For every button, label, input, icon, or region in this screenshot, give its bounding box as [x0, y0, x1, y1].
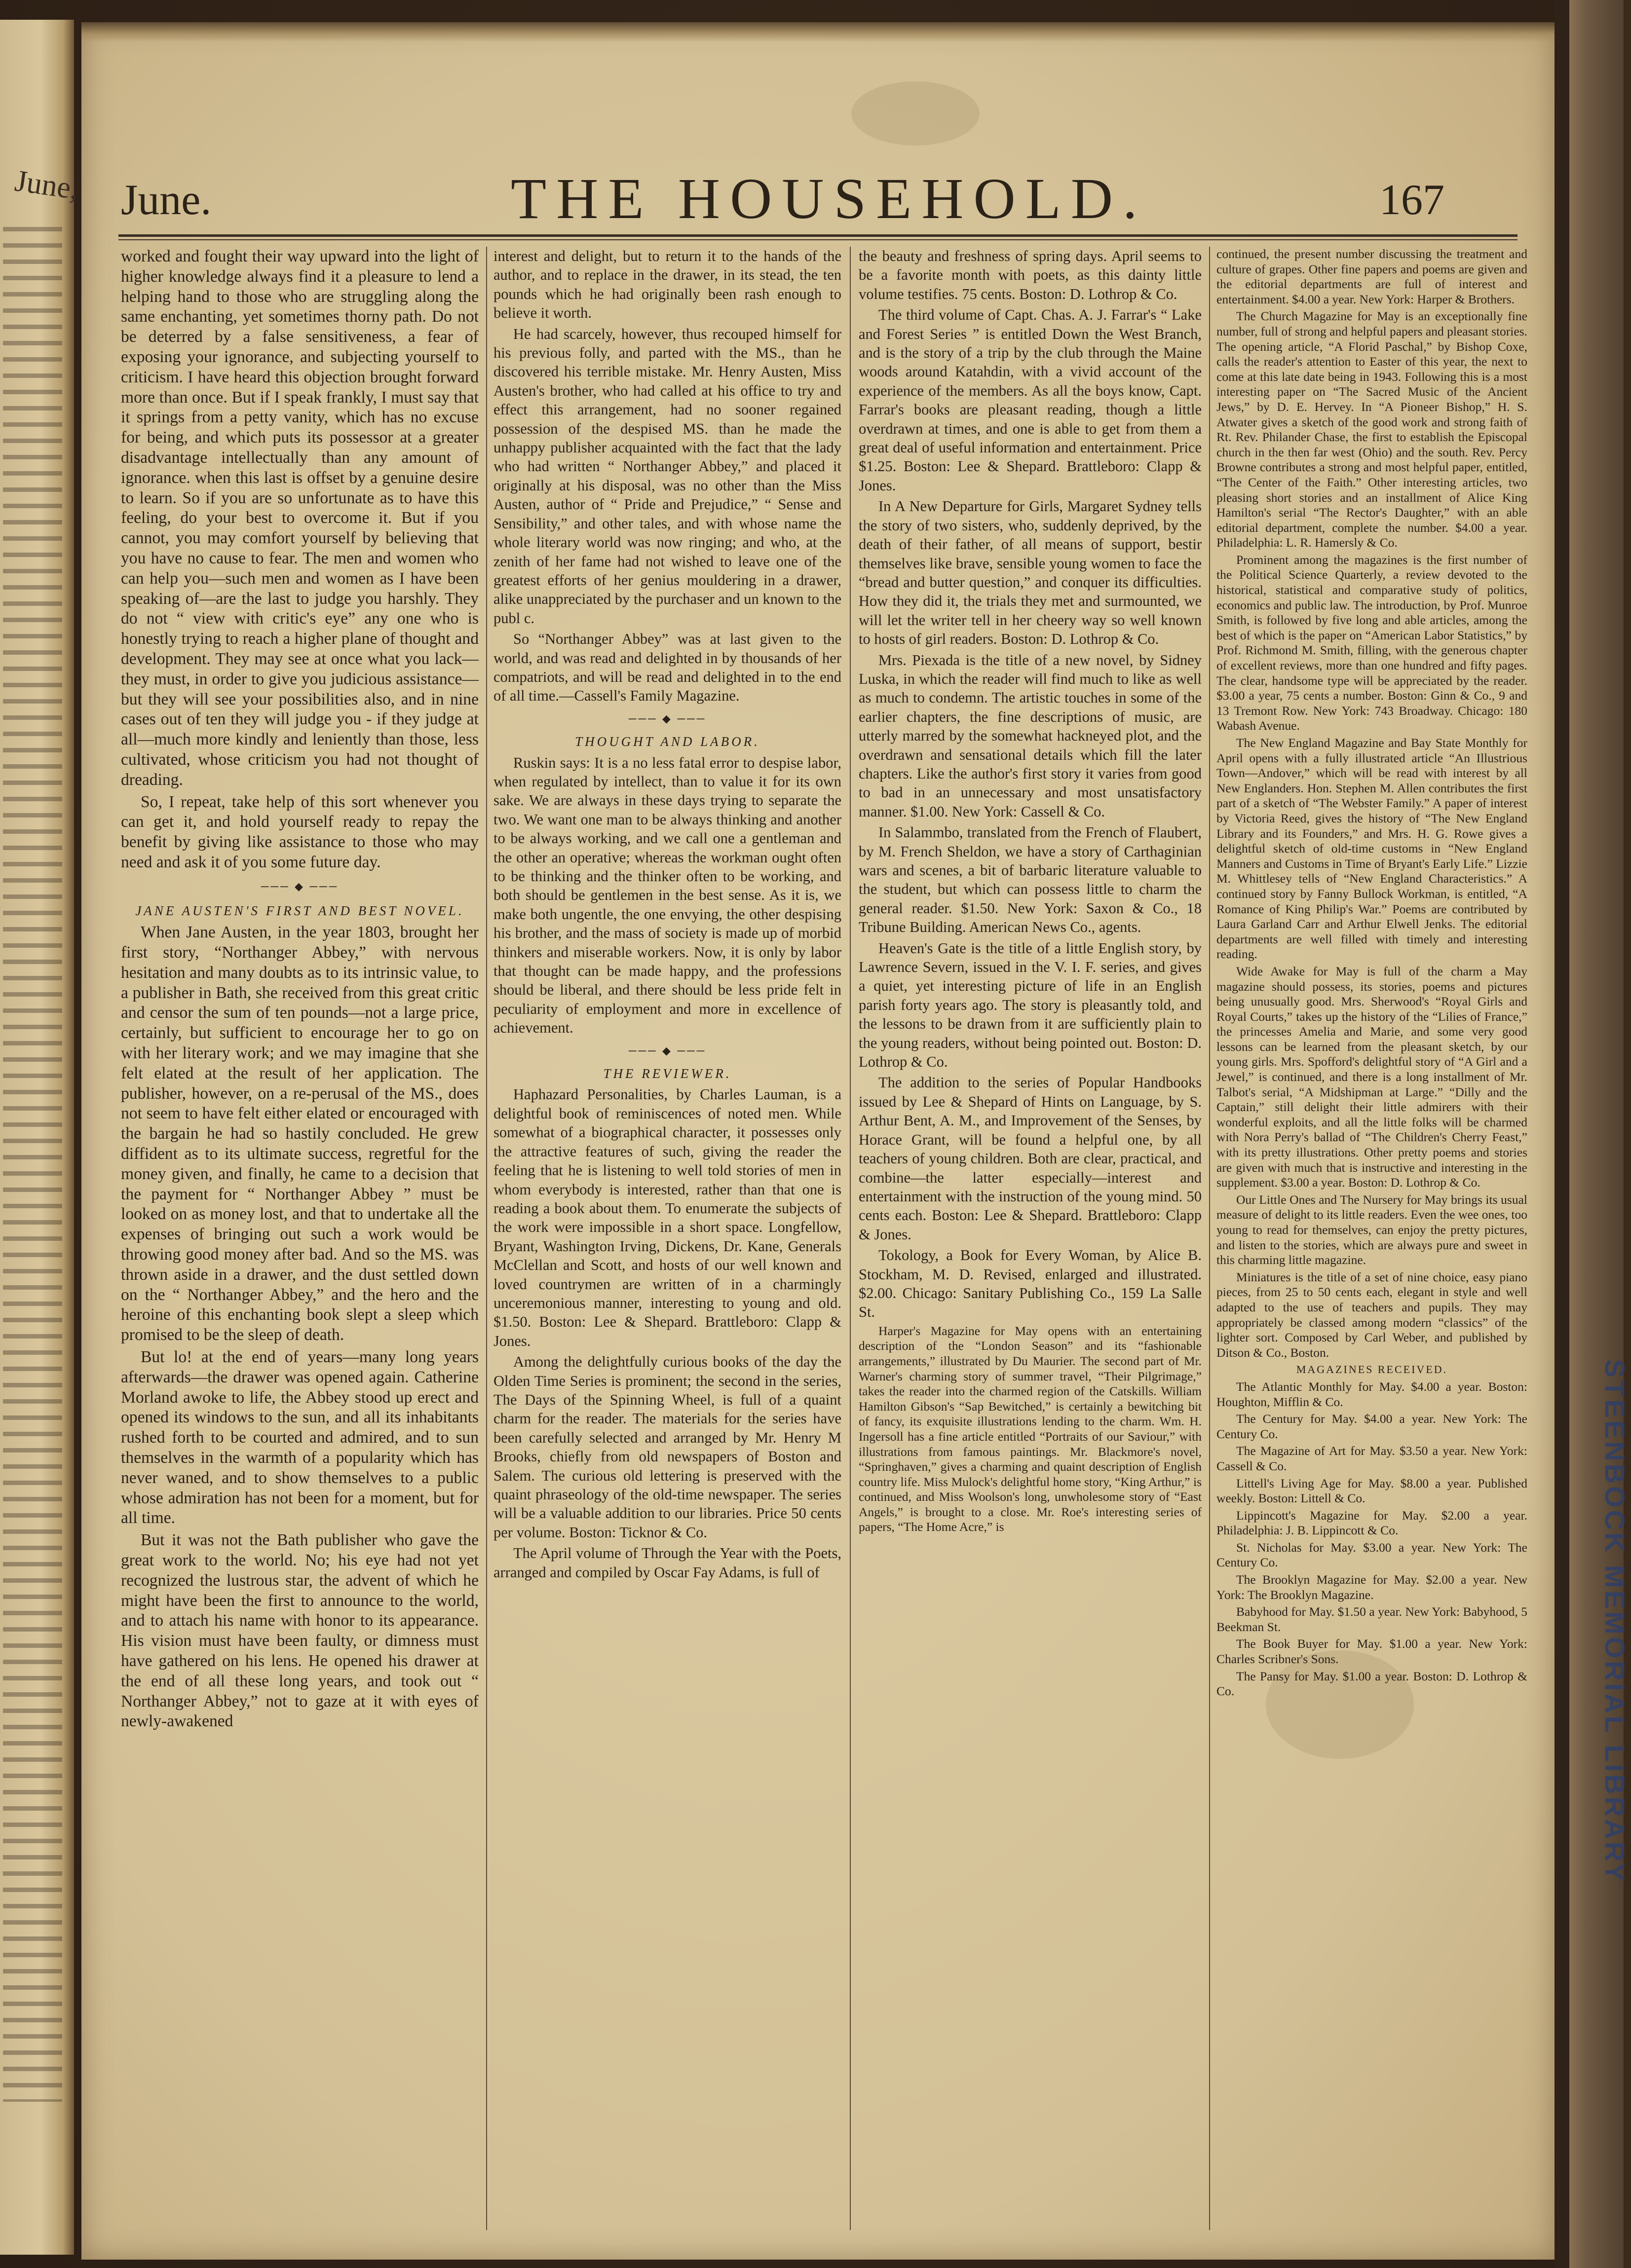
paragraph: Wide Awake for May is full of the charm a May magazine should possess, its stories, poems and pictures being unusually good. Mrs. Sherwood's “Royal Girls and Royal Courts,” takes up the history of the “Lilies of France,” the princesses Amelia and Marie, and some very good lessons can be learned from the pleasant sketch, by our young girls. Mrs. Spofford's delightful story of “A Girl and a Jewel,” is continued, and there is a long installment of Mr. Talbot's serial, “A Midshipman at Large.” “Dilly and the Captain,” still delight their little admirers with their wonderful exploits, and all the little folks will be charmed with Nora Perry's ballad of “The Children's Cherry Feast,” with its pretty illustrations. Other pretty poems and stories are given with much that is instructive and interesting in the supplement. $3.00 a year. Boston: D. Lothrop & Co.	[1216, 964, 1527, 1190]
magazine-listing: The Century for May. $4.00 a year. New York: The Century Co.	[1216, 1412, 1527, 1441]
magazine-listing: The Atlantic Monthly for May. $4.00 a year. Boston: Houghton, Mifflin & Co.	[1216, 1379, 1527, 1409]
magazine-listing: Littell's Living Age for May. $8.00 a year. Published weekly. Boston: Littell & Co.	[1216, 1476, 1527, 1506]
section-ornament: ─── ◆ ───	[628, 712, 707, 725]
magazine-listing: The Pansy for May. $1.00 a year. Boston: D. Lothrop & Co.	[1216, 1669, 1527, 1699]
paragraph: interest and delight, but to return it to the hands of the author, and to replace in the drawer, in its stead, the ten pounds which he had originally been rash enough to believe it worth.	[493, 248, 841, 322]
paragraph: But lo! at the end of years—many long years afterwards—the drawer was opened again. Catherine Morland awoke to life, the Abbey stood up erect and opened its windows to the sun, and all its inhabitants rushed forth to be courted and admired, and to sun themselves in the warmth of a popularity which has never waned, and to show themselves to a public whose admiration has not been for a moment, but for all time.	[121, 1348, 479, 1527]
page-gutter-shadow	[1555, 0, 1569, 2268]
paragraph: continued, the present number discussing the treatment and culture of grapes. Other fine papers and poems are given and the editorial departments are full of interest and entertainment. $4.00 a year. New York: Harper & Brothers.	[1216, 247, 1527, 306]
library-stamp: STEENBOCK MEMORIAL LIBRARY	[1599, 1359, 1631, 1884]
paragraph: In Salammbo, translated from the French of Flaubert, by M. French Sheldon, we have a story of Carthaginian wars and scenes, a bit of barbaric literature valuable to the student, but which can possess little to charm the general reader. $1.50. New York: Saxon & Co., 18 Tribune Building. American News Co., agents.	[859, 824, 1202, 936]
magazine-listing: St. Nicholas for May. $3.00 a year. New York: The Century Co.	[1216, 1540, 1527, 1570]
paragraph: The addition to the series of Popular Handbooks issued by Lee & Shepard of Hints on Language, by S. Arthur Bent, A. M., and Improvement of the Senses, by Horace Grant, will be found a helpful one, by all teachers of young children. Both are clear, practical, and combine—the latter especially—interest and entertainment with the instruction of the young mind. 50 cents each. Boston: Lee & Shepard. Brattleboro: Clapp & Jones.	[859, 1074, 1202, 1243]
paragraph: When Jane Austen, in the year 1803, brought her first story, “Northanger Abbey,” with nervous hesitation and many doubts as to its intrinsic value, to a publisher in Bath, she received from this great critic and censor the sum of ten pounds—not a large price, certainly, but sufficient to encourage her to go on with her literary work; and we may imagine that she felt elated at the result of her application. The publisher, however, on a re-perusal of the MS., does not seem to have felt either elated or encouraged with the bargain he had so hastily concluded. He grew diffident as to its ultimate success, regretful for the money given, and finally, he came to a decision that the payment for “ Northanger Abbey ” must be looked on as money lost, and that to undertake all the expenses of bringing out such a work would be throwing good money after bad. And so the MS. was thrown aside in a drawer, and the dust settled down on the “ Northanger Abbey,” and the hero and the heroine of this enchanting book slept a sleep which promised to be the sleep of death.	[121, 923, 479, 1344]
header-month: June.	[121, 176, 212, 224]
paragraph: The third volume of Capt. Chas. A. J. Farrar's “ Lake and Forest Series ” is entitled Down the West Branch, and is the story of a trip by the club through the Maine woods around Katahdin, with a vivid account of the experience of the members. As all the boys know, Capt. Farrar's books are pleasant reading, though a little overdrawn at times, and one is able to get from them a great deal of useful information and entertainment. Price $1.25. Boston: Lee & Shepard. Brattleboro: Clapp & Jones.	[859, 306, 1202, 494]
header-rule-thin	[118, 239, 1517, 240]
paragraph: The Church Magazine for May is an exceptionally fine number, full of strong and helpful papers and pleasant stories. The opening article, “A Florid Paschal,” by Bishop Coxe, calls the reader's attention to Easter of this year, the next to come at this late date being in 1943. Following this is a most interesting paper on “The Sacred Music of the Ancient Jews,” by D. E. Hervey. In “A Pioneer Bishop,” H. S. Atwater gives a sketch of the good work and strong faith of Rt. Rev. Philander Chase, the first to establish the Episcopal church in the then far west (Ohio) and the south. Rev. Percy Browne contributes a strong and most helpful paper, entitled, “The Center of the Faith.” Other interesting articles, two pleasing short stories and an installment of Alice King Hamilton's serial “The Rector's Daughter,” with an able editorial department, complete the number. $4.00 a year. Philadelphia: L. R. Hamersly & Co.	[1216, 309, 1527, 550]
adjacent-page-fragment	[0, 20, 81, 2255]
paragraph: In A New Departure for Girls, Margaret Sydney tells the story of two sisters, who, suddenly deprived, by the death of their father, of all means of support, bestir themselves like brave, sensible young women to face the “bread and butter question,” and conquer its difficulties. How they did it, the trials they met and surmounted, we will let the writer tell in her cheery way so well known to hosts of girl readers. Boston: D. Lothrop & Co.	[859, 498, 1202, 648]
paragraph: So “Northanger Abbey” was at last given to the world, and was read and delighted in by thousands of her compatriots, and will be read and delighted in to the end of all time.—Cassell's Family Magazine.	[493, 631, 841, 705]
page-number: 167	[1379, 176, 1444, 224]
paragraph: the beauty and freshness of spring days. April seems to be a favorite month with poets, as this dainty little volume testifies. 75 cents. Boston: D. Lothrop & Co.	[859, 248, 1202, 302]
column-divider	[486, 247, 487, 2230]
magazine-listing: The Magazine of Art for May. $3.50 a year. New York: Cassell & Co.	[1216, 1444, 1527, 1473]
adjacent-page-heading: June,	[12, 164, 81, 206]
article-heading: THOUGHT AND LABOR.	[575, 734, 760, 749]
magazine-listing: The Brooklyn Magazine for May. $2.00 a year. New York: The Brooklyn Magazine.	[1216, 1572, 1527, 1602]
section-ornament: ─── ◆ ───	[261, 880, 339, 892]
paragraph: He had scarcely, however, thus recouped himself for his previous folly, and parted with the MS., than he discovered his terrible mistake. Mr. Henry Austen, Miss Austen's brother, who had called at his office to try and effect this arrangement, had no sooner regained possession of the despised MS. than he made the unhappy publisher acquainted with the fact that the lady who had written “ Northanger Abbey,” and placed it originally at his disposal, was no other than the Miss Austen, author of “ Pride and Prejudice,” “ Sense and Sensibility,” and other tales, and with whose name the whole literary world was now ringing; and who, at the zenith of her fame had not wished to leave one of the greatest efforts of her genius mouldering in a drawer, alike unappreciated by the purchaser and un known to the publ c.	[493, 325, 841, 627]
page-top-edge	[81, 22, 1555, 42]
paragraph: Haphazard Personalities, by Charles Lauman, is a delightful book of reminiscences of noted men. While somewhat of a biographical character, it possesses only the attractive features of such, giving the reader the feeling that he is listening to well told stories of men in whom everybody is interested, rather than that one is reading a book about them. To enumerate the subjects of the work were impossible in a short space. Longfellow, Bryant, Washington Irving, Dickens, Dr. Kane, Generals McClellan and Scott, and hosts of our well known and loved countrymen are written of in a charmingly unceremonious manner, interesting to young and old. $1.50. Boston: Lee & Shepard. Brattleboro: Clapp & Jones.	[493, 1086, 841, 1349]
column-divider	[850, 247, 851, 2230]
masthead-title: THE HOUSEHOLD.	[511, 166, 1147, 231]
paragraph: The April volume of Through the Year with the Poets, arranged and compiled by Oscar Fay Adams, is full of	[493, 1545, 841, 1581]
paragraph: Mrs. Piexada is the title of a new novel, by Sidney Luska, in which the reader will find much to like as well as much to condemn. The artistic touches in some of the earlier chapters, the fine descriptions of music, are utterly marred by the somewhat hackneyed plot, and the overdrawn and sensational details which fill the later chapters. Like the author's first story it varies from good to bad in an unnecessary and most unsatisfactory manner. $1.00. New York: Cassell & Co.	[859, 651, 1202, 820]
magazine-listing: Babyhood for May. $1.50 a year. New York: Babyhood, 5 Beekman St.	[1216, 1604, 1527, 1634]
column-1	[121, 247, 479, 2245]
article-heading: THE REVIEWER.	[603, 1066, 732, 1081]
paragraph: The New England Magazine and Bay State Monthly for April opens with a fully illustrated article “An Illustrious Town—Andover,” which will be read with interest by all New Englanders. Hon. Stephen M. Allen contributes the first part of a sketch of “The Webster Family.” A paper of interest by Victoria Reed, gives the history of “The New England Library and its Founders,” and Mrs. H. G. Rowe gives a delightful sketch of old-time customs in “New England Manners and Customs in Time of Bryant's Early Life.” Lizzie M. Whittlesey tells of “New England Characteristics.” A continued story by Fanny Bullock Workman, is entitled, “A Romance of King Philip's War.” Poems are contributed by Laura Garland Carr and Arthur Elwell Jenks. The editorial departments are well filled with timely and interesting reading.	[1216, 736, 1527, 962]
adjacent-page-text-lines	[3, 227, 62, 2102]
header-rule	[118, 234, 1517, 237]
list-heading: MAGAZINES RECEIVED.	[1296, 1363, 1448, 1376]
column-divider	[1209, 247, 1210, 2230]
newspaper-page	[81, 22, 1555, 2260]
paragraph: But it was not the Bath publisher who gave the great work to the world. No; his eye had not yet recognized the lustrous star, the advent of which he might have been the first to announce to the world, and to attach his name with honor to its appearance. His vision must have been faulty, or dimness must have gathered on his lens. He opened his drawer at the end of all these long years, and took out “ Northanger Abbey,” not to gaze at it with eyes of newly-awakened	[121, 1531, 479, 1731]
paragraph: Heaven's Gate is the title of a little English story, by Lawrence Severn, issued in the V. I. F. series, and gives a quiet, yet interesting picture of life in an English parish forty years ago. The story is pleasantly told, and the lessons to be drawn from it are sufficiently plain to the young readers, without being pointed out. Boston: D. Lothrop & Co.	[859, 939, 1202, 1071]
paragraph: Ruskin says: It is a no less fatal error to despise labor, when regulated by intellect, than to value it for its own sake. We are always in these days trying to separate the two. We want one man to be always thinking and another to be always working, and we call one a gentleman and the other an operative; whereas the workman ought often to be thinking and the thinker often to be working, and both should be gentlemen in the best sense. As it is, we make both ungentle, the one envying, the other despising his brother, and the mass of society is made up of morbid thinkers and miserable workers. Now, it is only by labor that thought can be made happy, and the professions should be liberal, and there should be less pride felt in peculiarity of employment and more in excellence of achievement.	[493, 754, 841, 1037]
paper-stain	[851, 81, 980, 146]
paragraph: Miniatures is the title of a set of nine choice, easy piano pieces, from 25 to 50 cents each, elegant in style and well adapted to the use of teachers and pupils. They may appropriately be classed among modern “classics” of the lighter sort. Composed by Carl Weber, and published by Ditson & Co., Boston.	[1216, 1269, 1527, 1360]
paragraph: Tokology, a Book for Every Woman, by Alice B. Stockham, M. D. Revised, enlarged and illustrated. $2.00. Chicago: Sanitary Publishing Co., 159 La Salle St.	[859, 1247, 1202, 1321]
paragraph: So, I repeat, take help of this sort whenever you can get it, and hold yourself ready to repay the benefit by giving like assistance to those who may need and ask it of you some future day.	[121, 792, 479, 871]
paragraph: Prominent among the magazines is the first number of the Political Science Quarterly, a review devoted to the historical, statistical and comparative study of politics, economics and public law. The introduction, by Prof. Munroe Smith, is followed by five long and able articles, among the best of which is the paper on “American Labor Statistics,” by Prof. Richmond M. Smith, filling, with the generous chapter of excellent reviews, more than one hundred and fifty pages. The clear, handsome type will be appreciated by the reader. $3.00 a year, 75 cents a number. Boston: Ginn & Co., 9 and 13 Tremont Row. New York: 743 Broadway. Chicago: 180 Wabash Avenue.	[1216, 552, 1527, 733]
paragraph-small-type: Harper's Magazine for May opens with an entertaining description of the “London Season” and its “fashionable arrangements,” illustrated by Du Maurier. The second part of Mr. Warner's charming story of summer travel, “Their Pilgrimage,” takes the reader into the charmed region of the Catskills. William Hamilton Gibson's “Sap Bewitched,” is certainly a bewitching bit of fancy, its exquisite illustrations lending to the charm. Wm. H. Ingersoll has a fine article entitled “Portraits of our Saviour,” with illustrations from famous paintings. Mr. Blackmore's novel, “Springhaven,” gives a charming and quaint description of English country life. Miss Mulock's delightful home story, “King Arthur,” is continued, and Miss Woolson's long, unwholesome story of “East Angels,” is brought to a close. Mr. Roe's interesting series of papers, “The Home Acre,” is	[859, 1323, 1202, 1534]
magazine-listing: The Book Buyer for May. $1.00 a year. New York: Charles Scribner's Sons.	[1216, 1636, 1527, 1667]
magazine-listing: Lippincott's Magazine for May. $2.00 a year. Philadelphia: J. B. Lippincott & Co.	[1216, 1508, 1527, 1538]
column-2	[493, 247, 841, 2245]
article-heading: JANE AUSTEN'S FIRST AND BEST NOVEL.	[135, 903, 464, 918]
paragraph: Our Little Ones and The Nursery for May brings its usual measure of delight to its little readers. Even the wee ones, too young to read for themselves, can enjoy the pretty pictures, and listen to the stories, which are always pure and sweet in this charming little magazine.	[1216, 1192, 1527, 1267]
column-4	[1216, 247, 1527, 2245]
paragraph: Among the delightfully curious books of the day the Olden Time Series is prominent; the second in the series, The Days of the Spinning Wheel, is full of a quaint charm for the reader. The materials for the series have been carefully selected and arranged by Mr. Henry M Brooks, chiefly from old newspapers of Boston and Salem. The curious old lettering is preserved with the quaint phraseology of the old-time newspaper. The series will be a valuable addition to our libraries. Price 50 cents per volume. Boston: Ticknor & Co.	[493, 1353, 841, 1541]
column-3	[859, 247, 1202, 2245]
paragraph: worked and fought their way upward into the light of higher knowledge always find it a pleasure to lend a helping hand to those who are struggling along the same enchanting, yet sometimes thorny path. Do not be deterred by a false sensitiveness, a fear of exposing your ignorance, and subjecting yourself to criticism. I have heard this objection brought forward more than once. But if I speak frankly, I must say that it springs from a petty vanity, which has no excuse for being, and which puts its possessor at a greater disadvantage intellectually than any amount of ignorance. when this last is offset by a genuine desire to learn. So if you are so unfortunate as to have this feeling, do your best to overcome it. But if you cannot, you may comfort yourself by believing that you have no cause to fear. The men and women who can help you—such men and women as I have been speaking of—are the last to judge you harshly. They do not “ view with critic's eye” any one who is honestly trying to reach a higher plane of thought and development. They may see at once what you lack—they must, in order to give you judicious assistance—but they will see your possibilities also, and in nine cases out of ten they will judge you - if they judge at all—much more kindly and leniently than those, less cultivated, whose criticism you had not thought of dreading.	[121, 247, 479, 789]
page-header	[81, 165, 1555, 239]
section-ornament: ─── ◆ ───	[628, 1044, 707, 1057]
